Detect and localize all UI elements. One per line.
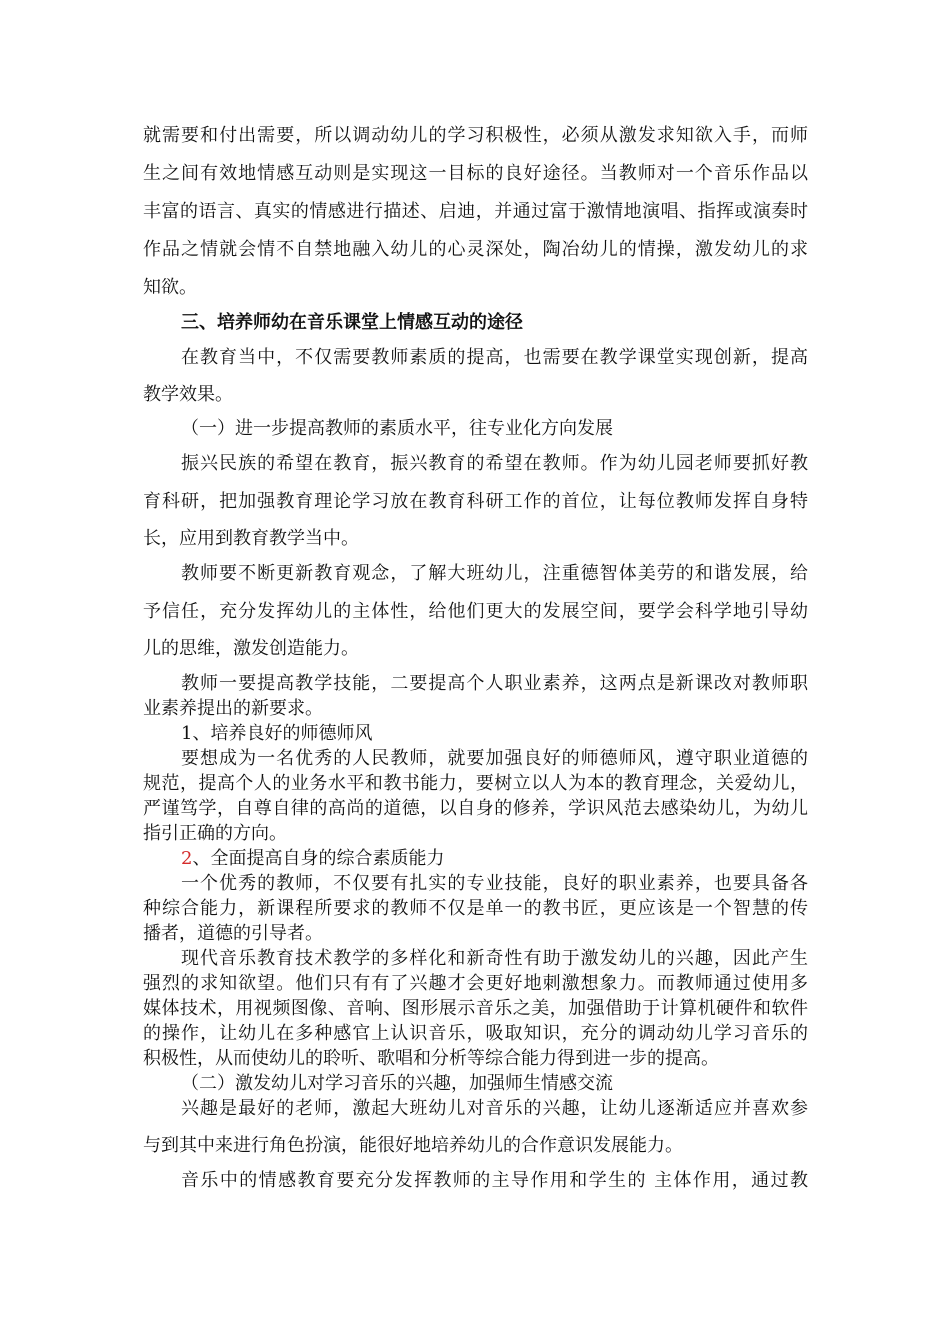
text-line: 儿的思维，激发创造能力。 — [143, 638, 359, 659]
text-line: 媒体技术，用视频图像、音响、图形展示音乐之美，加强借助于计算机硬件和软件 — [143, 998, 808, 1019]
subsection-1-heading: （一）进一步提高教师的素质水平，往专业化方向发展 — [181, 418, 613, 439]
text-line: 作品之情就会情不自禁地融入幼儿的心灵深处，陶冶幼儿的情操，激发幼儿的求 — [143, 239, 808, 260]
text-line: 育科研，把加强教育理论学习放在教育科研工作的首位，让每位教师发挥自身特 — [143, 491, 808, 512]
text-line: 要想成为一名优秀的人民教师，就要加强良好的师德师风，遵守职业道德的 — [181, 748, 808, 769]
item-2-number: 2 — [181, 848, 193, 869]
text-line: 强烈的求知欲望。他们只有有了兴趣才会更好地刺激想象力。而教师通过使用多 — [143, 973, 808, 994]
text-line: 教学效果。 — [143, 384, 233, 405]
subsection-2-heading: （二）激发幼儿对学习音乐的兴趣，加强师生情感交流 — [181, 1073, 613, 1094]
text-line: 生之间有效地情感互动则是实现这一目标的良好途径。当教师对一个音乐作品以 — [143, 163, 808, 184]
text-line: 现代音乐教育技术教学的多样化和新奇性有助于激发幼儿的兴趣，因此产生 — [181, 948, 808, 969]
text-line: 丰富的语言、真实的情感进行描述、启迪，并通过富于激情地演唱、指挥或演奏时 — [143, 201, 808, 222]
text-line: 兴趣是最好的老师，激起大班幼儿对音乐的兴趣，让幼儿逐渐适应并喜欢参 — [181, 1098, 808, 1119]
text-line: 知欲。 — [143, 277, 197, 298]
item-2-heading-text: 、全面提高自身的综合素质能力 — [192, 848, 445, 869]
text-line: 就需要和付出需要，所以调动幼儿的学习积极性，必须从激发求知欲入手，而师 — [143, 125, 808, 146]
text-line: 予信任，充分发挥幼儿的主体性，给他们更大的发展空间，要学会科学地引导幼 — [143, 601, 808, 622]
text-line: 积极性，从而使幼儿的聆听、歌唱和分析等综合能力得到进一步的提高。 — [143, 1048, 719, 1069]
text-line: 规范，提高个人的业务水平和教书能力，要树立以人为本的教育理念，关爱幼儿， — [143, 773, 808, 794]
text-line: 教师一要提高教学技能，二要提高个人职业素养，这两点是新课改对教师职 — [181, 673, 808, 694]
text-line: 与到其中来进行角色扮演，能很好地培养幼儿的合作意识发展能力。 — [143, 1135, 683, 1156]
text-line: 种综合能力，新课程所要求的教师不仅是单一的教书匠，更应该是一个智慧的传 — [143, 898, 808, 919]
text-line: 严谨笃学，自尊自律的高尚的道德，以自身的修养，学识风范去感染幼儿，为幼儿 — [143, 798, 808, 819]
text-line: 在教育当中，不仅需要教师素质的提高，也需要在教学课堂实现创新，提高 — [181, 347, 808, 368]
text-line: 的操作，让幼儿在多种感官上认识音乐，吸取知识，充分的调动幼儿学习音乐的 — [143, 1023, 808, 1044]
text-line: 业素养提出的新要求。 — [143, 698, 323, 719]
text-line: 指引正确的方向。 — [143, 823, 287, 844]
text-line: 音乐中的情感教育要充分发挥教师的主导作用和学生的 主体作用，通过教 — [181, 1170, 808, 1191]
text-line: 播者，道德的引导者。 — [143, 923, 323, 944]
text-line: 一个优秀的教师，不仅要有扎实的专业技能，良好的职业素养，也要具备各 — [181, 873, 808, 894]
text-line: 教师要不断更新教育观念，了解大班幼儿，注重德智体美劳的和谐发展，给 — [181, 563, 808, 584]
text-line: 振兴民族的希望在教育，振兴教育的希望在教师。作为幼儿园老师要抓好教 — [181, 453, 808, 474]
item-2-heading — [181, 848, 444, 870]
section-3-heading: 三、培养师幼在音乐课堂上情感互动的途径 — [181, 312, 523, 333]
text-line: 长，应用到教育教学当中。 — [143, 528, 359, 549]
item-1-heading: 1、培养良好的师德师风 — [181, 723, 373, 744]
